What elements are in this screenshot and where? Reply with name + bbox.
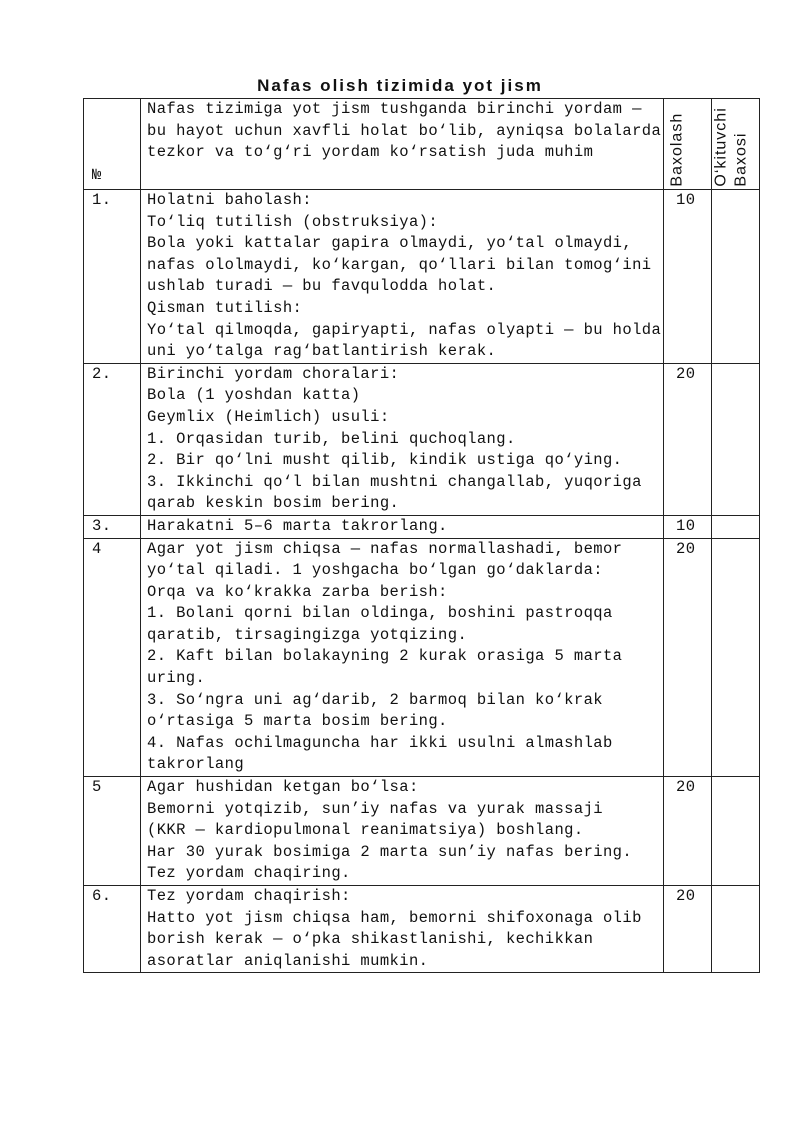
row-teacher-score: [712, 886, 760, 973]
row-text-line: Bola yoki kattalar gapira olmaydi, yo‘tal olmaydi,: [147, 234, 633, 253]
row-text-cell: [141, 515, 664, 538]
row-text-line: qaratib, tirsagingizga yotqizing.: [147, 625, 468, 644]
row-text-line: Harakatni 5–6 marta takrorlang.: [147, 516, 448, 535]
row-score: 10: [664, 190, 712, 364]
row-text-line: (KKR — kardiopulmonal reanimatsiya) boshlang.: [147, 821, 584, 840]
table-row: [84, 886, 760, 973]
row-number: 5: [84, 777, 141, 886]
row-text-cell: [141, 886, 664, 973]
table-row: [84, 777, 760, 886]
row-text-line: Har 30 yurak bosimiga 2 marta sun’iy nafas bering.: [147, 842, 633, 861]
row-teacher-score: [712, 190, 760, 364]
intro-line: bu hayot uchun xavfli holat bo‘lib, ayniqsa bolalarda: [147, 121, 662, 140]
row-text-line: uring.: [147, 669, 206, 688]
row-number: 4: [84, 538, 141, 777]
row-score: 20: [664, 363, 712, 515]
table-header-row: [84, 99, 760, 190]
score-column-label: Baxolash: [668, 113, 686, 187]
teacher-column-label-2: Baxosi: [732, 132, 750, 187]
row-text-cell: [141, 363, 664, 515]
row-text-line: 2. Kaft bilan bolakayning 2 kurak orasiga 5 marta: [147, 647, 623, 666]
row-text-line: 1. Bolani qorni bilan oldinga, boshini pastroqqa: [147, 604, 613, 623]
row-score: 20: [664, 538, 712, 777]
row-text-line: Qisman tutilish:: [147, 298, 303, 317]
teacher-column-label: O‘kituvchi: [712, 107, 730, 187]
row-text-line: 1. Orqasidan turib, belini quchoqlang.: [147, 429, 516, 448]
row-score: 20: [664, 777, 712, 886]
row-text-line: asoratlar aniqlanishi mumkin.: [147, 951, 429, 970]
table-row: [84, 515, 760, 538]
row-text-line: o‘rtasiga 5 marta bosim bering.: [147, 712, 448, 731]
row-text-line: Holatni baholash:: [147, 191, 312, 209]
row-teacher-score: [712, 363, 760, 515]
teacher-column-header: [712, 99, 760, 190]
intro-cell: [141, 99, 664, 190]
table-row: [84, 190, 760, 364]
row-number: 6.: [84, 886, 141, 973]
row-text-line: Hatto yot jism chiqsa ham, bemorni shifoxonaga olib: [147, 908, 642, 927]
row-text-line: Geymlix (Heimlich) usuli:: [147, 407, 390, 426]
row-teacher-score: [712, 777, 760, 886]
row-text-line: yo‘tal qiladi. 1 yoshgacha bo‘lgan go‘daklarda:: [147, 561, 603, 580]
score-column-header: [664, 99, 712, 190]
table-row: [84, 363, 760, 515]
row-text-cell: [141, 777, 664, 886]
row-text-line: 3. So‘ngra uni ag‘darib, 2 barmoq bilan ko‘krak: [147, 690, 603, 709]
row-text-line: Bola (1 yoshdan katta): [147, 386, 361, 405]
row-text-line: nafas ololmaydi, ko‘kargan, qo‘llari bilan tomog‘ini: [147, 255, 652, 274]
row-text-line: 4. Nafas ochilmaguncha har ikki usulni almashlab: [147, 733, 613, 752]
row-text-line: Bemorni yotqizib, sun’iy nafas va yurak massaji: [147, 799, 603, 818]
intro-line: Nafas tizimiga yot jism tushganda birinchi yordam —: [147, 100, 642, 118]
row-number: 3.: [84, 515, 141, 538]
row-text-line: Agar yot jism chiqsa — nafas normallashadi, bemor: [147, 539, 623, 558]
intro-line: tezkor va to‘g‘ri yordam ko‘rsatish juda muhim: [147, 143, 594, 162]
row-text-line: qarab keskin bosim bering.: [147, 494, 400, 513]
assessment-table: [83, 98, 760, 973]
row-text-cell: [141, 190, 664, 364]
row-text-line: ushlab turadi — bu favqulodda holat.: [147, 277, 497, 296]
row-teacher-score: [712, 538, 760, 777]
row-score: 20: [664, 886, 712, 973]
row-text-line: 2. Bir qo‘lni musht qilib, kindik ustiga qo‘ying.: [147, 451, 623, 470]
number-column-header: №: [84, 99, 141, 190]
row-score: 10: [664, 515, 712, 538]
table-row: [84, 538, 760, 777]
row-text-line: 3. Ikkinchi qo‘l bilan mushtni changallab, yuqoriga: [147, 472, 642, 491]
row-text-line: To‘liq tutilish (obstruksiya):: [147, 212, 439, 231]
row-text-line: Birinchi yordam choralari:: [147, 364, 400, 383]
row-text-line: uni yo‘talga rag‘batlantirish kerak.: [147, 342, 497, 361]
page-title: Nafas olish tizimida yot jism: [257, 76, 543, 95]
row-text-line: Agar hushidan ketgan bo‘lsa:: [147, 778, 419, 797]
row-text-line: Tez yordam chaqiring.: [147, 864, 351, 883]
row-text-line: Tez yordam chaqirish:: [147, 887, 351, 905]
row-teacher-score: [712, 515, 760, 538]
row-number: 1.: [84, 190, 141, 364]
row-text-cell: [141, 538, 664, 777]
row-text-line: takrorlang: [147, 755, 245, 774]
row-text-line: borish kerak — o‘pka shikastlanishi, kechikkan: [147, 930, 594, 949]
row-text-line: Yo‘tal qilmoqda, gapiryapti, nafas olyapti — bu holda: [147, 320, 662, 339]
row-number: 2.: [84, 363, 141, 515]
row-text-line: Orqa va ko‘krakka zarba berish:: [147, 582, 448, 601]
